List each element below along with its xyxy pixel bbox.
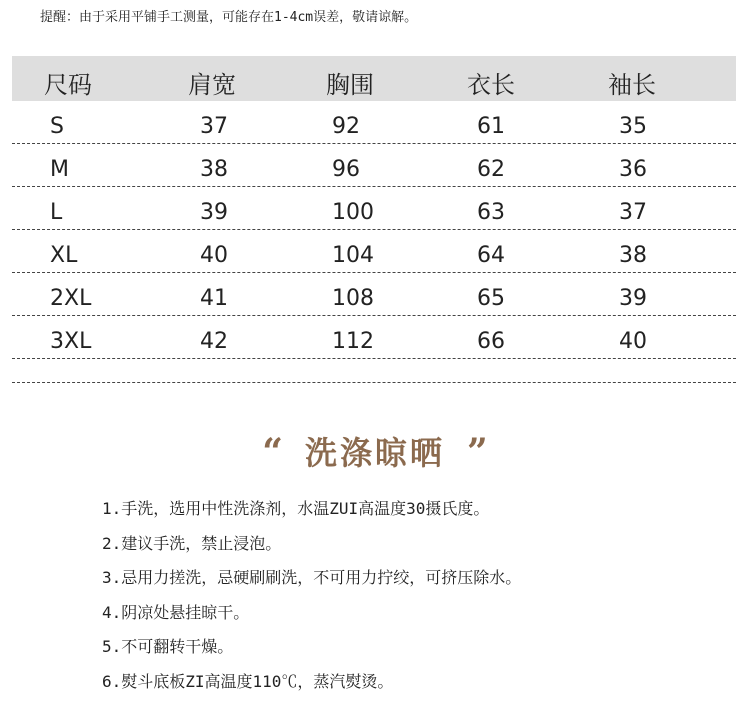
cell-chest: 96 [332,157,360,182]
cell-chest: 112 [332,329,374,354]
cell-size: L [50,200,63,225]
table-row [12,144,736,187]
table-row [12,230,736,273]
list-item: 4.阴凉处悬挂晾干。 [102,602,250,622]
cell-shoulder: 38 [200,157,228,182]
cell-length: 65 [477,286,505,311]
measurement-notice: 提醒：由于采用平铺手工测量，可能存在1-4cm误差，敬请谅解。 [40,10,418,25]
cell-shoulder: 37 [200,114,228,139]
cell-shoulder: 40 [200,243,228,268]
open-quote-mark: “ [262,431,283,473]
list-item: 3.忌用力搓洗，忌硬刷刷洗，不可用力拧绞，可挤压除水。 [102,568,522,587]
cell-sleeve: 37 [619,200,647,225]
cell-sleeve: 40 [619,329,647,354]
cell-length: 64 [477,243,505,268]
cell-sleeve: 35 [619,114,647,139]
care-title-text: 洗涤晾晒 [304,434,445,472]
cell-length: 62 [477,157,505,182]
list-item: 1.手洗，选用中性洗涤剂，水温ZUI高温度30摄氏度。 [102,499,490,518]
cell-length: 61 [477,114,505,139]
cell-size: M [50,157,69,182]
size-table [12,56,736,359]
size-table-header [12,56,736,101]
list-item: 5.不可翻转干燥。 [102,637,234,656]
cell-chest: 108 [332,286,374,311]
close-quote-mark: ” [467,431,488,473]
cell-chest: 92 [332,114,360,139]
header-sleeve: 袖长 [608,71,656,99]
table-row [12,316,736,359]
header-size: 尺码 [44,71,92,99]
cell-shoulder: 41 [200,286,228,311]
cell-length: 63 [477,200,505,225]
header-length: 衣长 [467,71,515,99]
list-item: 2.建议手洗，禁止浸泡。 [102,533,282,553]
list-item: 6.熨斗底板ZI高温度110℃，蒸汽熨烫。 [102,671,394,691]
cell-size: 3XL [50,329,92,354]
cell-size: XL [50,243,78,268]
care-section-title [0,428,750,474]
cell-shoulder: 42 [200,329,228,354]
cell-chest: 100 [332,200,374,225]
cell-size: S [50,114,64,139]
cell-chest: 104 [332,243,374,268]
care-instructions-list [102,495,521,702]
cell-sleeve: 36 [619,157,647,182]
header-shoulder: 肩宽 [188,71,236,99]
cell-sleeve: 38 [619,243,647,268]
table-row [12,101,736,144]
table-row [12,273,736,316]
section-divider [12,382,736,383]
cell-shoulder: 39 [200,200,228,225]
cell-size: 2XL [50,286,92,311]
cell-length: 66 [477,329,505,354]
table-row [12,187,736,230]
cell-sleeve: 39 [619,286,647,311]
header-chest: 胸围 [326,71,374,99]
